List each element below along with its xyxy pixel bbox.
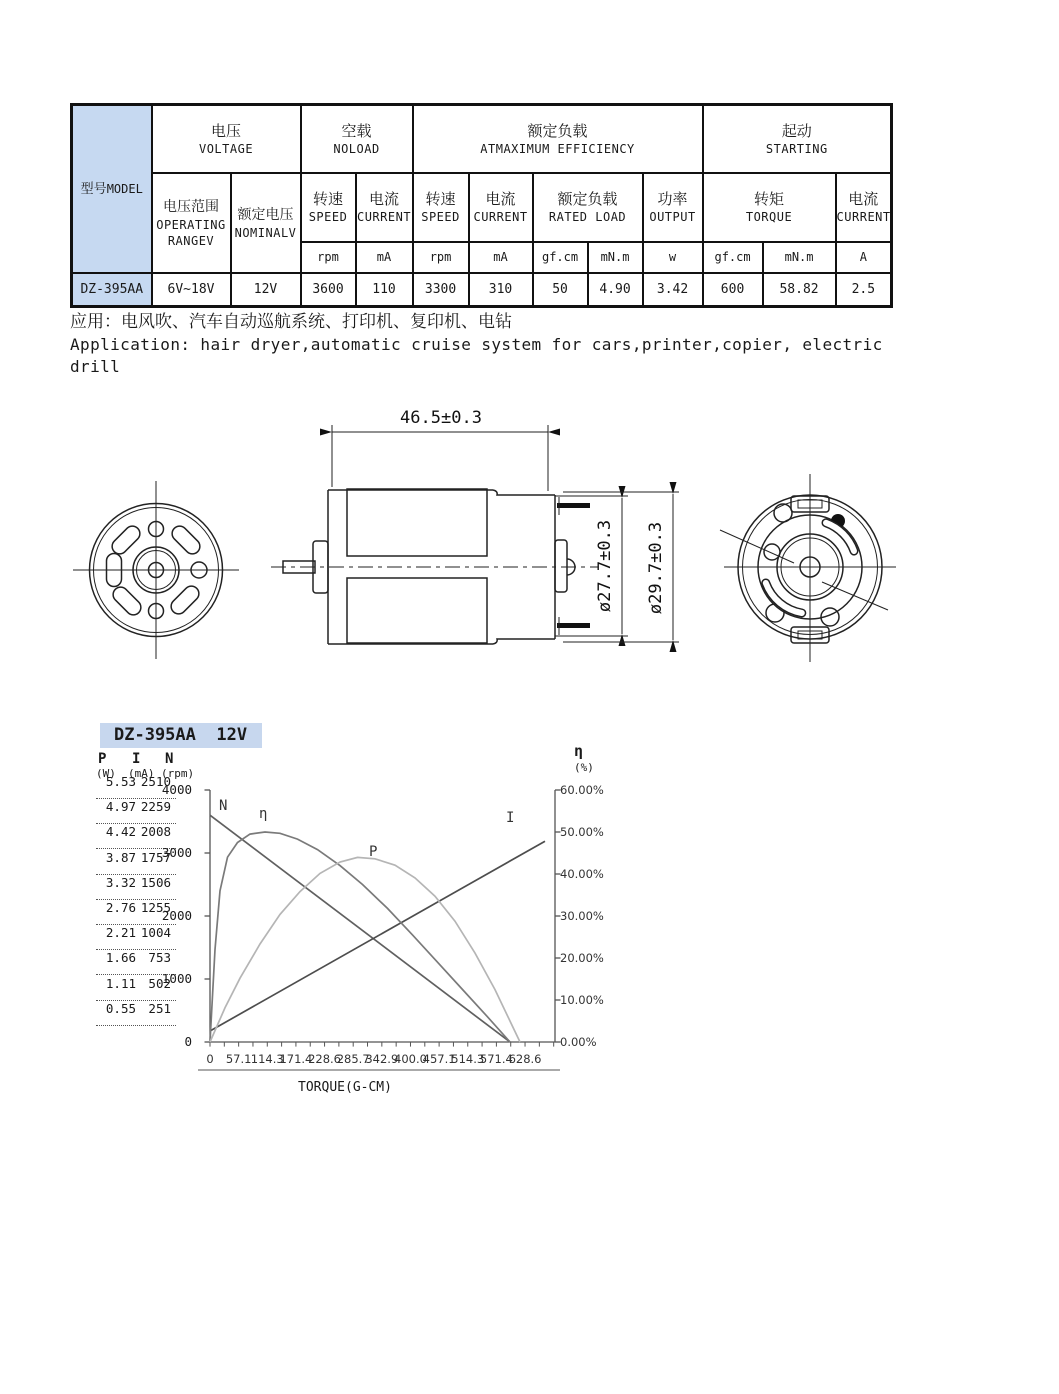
p-axis-header: P: [98, 751, 107, 767]
x-axis-label: 285.7: [336, 1052, 370, 1066]
i-axis-unit: (mA): [128, 767, 155, 780]
eta-axis-unit: (%): [574, 761, 594, 774]
inner-diameter-label: ø27.7±0.3: [595, 519, 615, 613]
i-axis-value: 1255: [140, 900, 171, 915]
group-noload: 空载 NOLOAD: [301, 105, 413, 173]
eta-axis-label: 50.00%: [560, 825, 604, 839]
pi-axis-row: [96, 876, 176, 900]
application-en-line2: drill: [70, 357, 121, 376]
p-axis-unit: (W): [96, 767, 116, 780]
p-axis-value: 4.97: [105, 799, 136, 815]
n-axis-label: 0: [184, 1034, 192, 1049]
application-block: [70, 311, 910, 378]
p-axis-value: 2.21: [105, 925, 136, 941]
performance-chart: [88, 718, 708, 1118]
plot-area: [195, 780, 575, 1060]
model-value: DZ-395AA: [72, 273, 152, 307]
eta-axis-label: 40.00%: [560, 867, 604, 881]
i-axis-value: 2008: [140, 824, 171, 840]
n-axis-header: N: [165, 751, 174, 767]
motor-side-view: [263, 392, 693, 682]
col-starting-torque: 转矩 TORQUE: [703, 173, 836, 242]
spec-value-torque-gfcm: 600: [703, 273, 763, 307]
col-rated-load: 额定负载 RATED LOAD: [533, 173, 643, 242]
i-axis-value: 2510: [140, 774, 171, 789]
spec-value-torque-mnm: 58.82: [763, 273, 836, 307]
col-noload-current: 电流 CURRENT: [356, 173, 413, 242]
model-header-cell: [72, 105, 152, 273]
i-axis-value: 1506: [140, 874, 171, 890]
chart-title: DZ-395AA 12V: [100, 723, 262, 748]
p-axis-value: 4.42: [105, 824, 136, 840]
x-axis-label: 342.9: [365, 1052, 399, 1066]
outer-diameter-label: ø29.7±0.3: [646, 521, 666, 615]
x-axis-label: 57.1: [225, 1052, 252, 1066]
spec-table: [70, 103, 893, 308]
col-operating-range: 电压范围 OPERATING RANGEV: [152, 173, 231, 273]
curve-label-N: N: [219, 798, 228, 814]
p-axis-value: 2.76: [105, 900, 136, 915]
unit-mnm: mN.m: [588, 242, 643, 273]
model-header-zh: 型号: [80, 181, 107, 197]
n-axis-label: 1000: [161, 971, 192, 986]
curve-N: [210, 815, 510, 1042]
x-axis-label: 114.3: [250, 1052, 284, 1066]
application-en-line1: Application: hair dryer,automatic cruise system for cars,printer,copier, electric: [70, 335, 883, 354]
length-dimension-label: 46.5±0.3: [400, 408, 482, 428]
spec-value-output: 3.42: [643, 273, 703, 307]
group-max-efficiency: 额定负载 ATMAXIMUM EFFICIENCY: [413, 105, 703, 173]
pi-axis-row: [96, 926, 176, 950]
p-axis-value: 0.55: [105, 1000, 136, 1016]
spec-value-voltage-range: 6V~18V: [152, 273, 231, 307]
i-axis-value: 502: [148, 975, 171, 991]
x-axis-label: 457.1: [422, 1052, 456, 1066]
spec-value-maxeff-speed: 3300: [413, 273, 469, 307]
p-axis-value: 3.87: [105, 849, 136, 865]
x-axis-label: 514.3: [451, 1052, 485, 1066]
motor-front-view: [70, 477, 245, 663]
i-axis-value: 753: [148, 950, 171, 966]
motor-rear-view: [718, 472, 903, 664]
unit-mnm: mN.m: [763, 242, 836, 273]
x-axis-rule: [198, 1069, 560, 1071]
n-axis-unit: (rpm): [161, 767, 195, 780]
curve-label-P: P: [369, 844, 378, 860]
spec-value-start-current: 2.5: [836, 273, 892, 307]
group-starting: 起动 STARTING: [703, 105, 892, 173]
x-axis-label: 571.4: [479, 1052, 513, 1066]
i-axis-value: 1004: [140, 925, 171, 941]
model-header-en: MODEL: [106, 181, 143, 196]
eta-axis-label: 60.00%: [560, 783, 604, 797]
group-voltage: 电压 VOLTAGE: [152, 105, 301, 173]
unit-rpm: rpm: [301, 242, 356, 273]
eta-axis-label: 20.00%: [560, 951, 604, 965]
i-axis-value: 1757: [140, 849, 171, 865]
eta-axis-label: 10.00%: [560, 993, 604, 1007]
unit-gfcm: gf.cm: [703, 242, 763, 273]
spec-value-nominal: 12V: [231, 273, 301, 307]
application-zh: 应用：电风吹、汽车自动巡航系统、打印机、复印机、电钻: [70, 312, 512, 332]
col-starting-current: 电流 CURRENT: [836, 173, 892, 242]
p-axis-value: 5.53: [105, 774, 136, 789]
pi-axis-row: [96, 1002, 176, 1026]
p-axis-value: 1.11: [105, 975, 136, 991]
curve-I: [210, 841, 545, 1031]
i-axis-value: 251: [148, 1000, 171, 1016]
unit-rpm: rpm: [413, 242, 469, 273]
n-axis-label: 4000: [161, 782, 192, 797]
x-axis-title: TORQUE(G-CM): [298, 1080, 392, 1095]
n-axis-label: 2000: [161, 908, 192, 923]
i-axis-value: 2259: [140, 799, 171, 815]
spec-value-noload-speed: 3600: [301, 273, 356, 307]
col-maxeff-current: 电流 CURRENT: [469, 173, 533, 242]
eta-axis-label: 30.00%: [560, 909, 604, 923]
col-maxeff-speed: 转速 SPEED: [413, 173, 469, 242]
unit-w: w: [643, 242, 703, 273]
col-nominal-voltage: 额定电压 NOMINALV: [231, 173, 301, 273]
spec-value-maxeff-current: 310: [469, 273, 533, 307]
x-axis-label: 228.6: [308, 1052, 342, 1066]
n-axis-label: 3000: [161, 845, 192, 860]
eta-axis-label: 0.00%: [560, 1035, 597, 1049]
unit-gfcm: gf.cm: [533, 242, 588, 273]
col-output-power: 功率 OUTPUT: [643, 173, 703, 242]
spec-value-noload-current: 110: [356, 273, 413, 307]
spec-value-load-mnm: 4.90: [588, 273, 643, 307]
p-axis-value: 1.66: [105, 950, 136, 966]
i-axis-header: I: [132, 751, 141, 767]
curve-label-η: η: [259, 806, 268, 822]
col-noload-speed: 转速 SPEED: [301, 173, 356, 242]
curve-label-I: I: [506, 810, 515, 826]
pi-axis-row: [96, 800, 176, 824]
unit-ma: mA: [469, 242, 533, 273]
unit-ma: mA: [356, 242, 413, 273]
spec-value-load-gfcm: 50: [533, 273, 588, 307]
x-axis-label: 628.6: [508, 1052, 542, 1066]
x-axis-label: 171.4: [279, 1052, 313, 1066]
p-axis-value: 3.32: [105, 874, 136, 890]
x-axis-label: 400.0: [394, 1052, 427, 1066]
x-axis-label: 0: [206, 1052, 214, 1066]
unit-a: A: [836, 242, 892, 273]
eta-axis-header: η: [574, 742, 584, 760]
